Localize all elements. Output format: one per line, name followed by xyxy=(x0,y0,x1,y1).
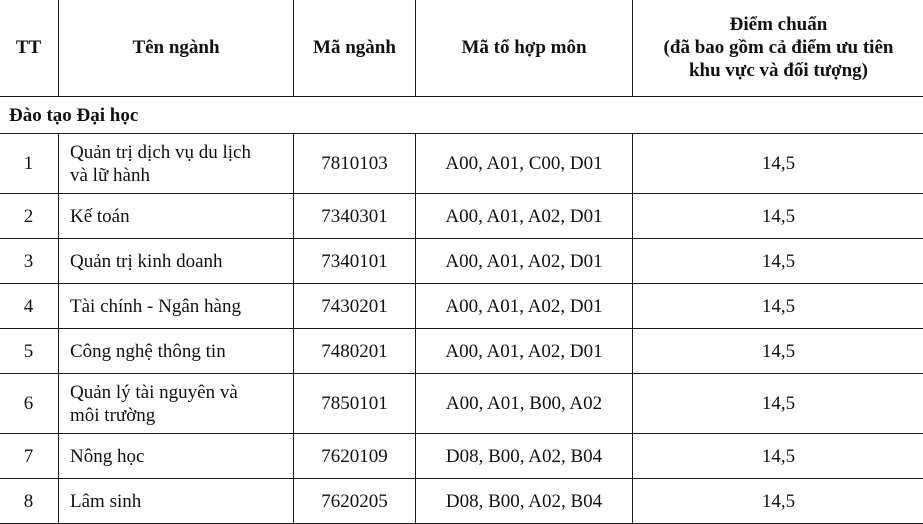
row-code: 7430201 xyxy=(294,284,416,329)
header-tt: TT xyxy=(0,0,59,97)
header-combo: Mã tổ hợp môn xyxy=(416,0,633,97)
row-score: 14,5 xyxy=(633,479,923,524)
section-label: Đào tạo Đại học xyxy=(0,97,923,134)
row-name xyxy=(59,374,294,434)
row-code: 7480201 xyxy=(294,329,416,374)
row-tt: 3 xyxy=(0,239,59,284)
header-score-line2: (đã bao gồm cả điểm ưu tiên xyxy=(633,36,923,59)
header-score-line3: khu vực và đối tượng) xyxy=(633,59,923,82)
table-row xyxy=(0,284,923,329)
row-name: Tài chính - Ngân hàng xyxy=(59,284,294,329)
row-score: 14,5 xyxy=(633,329,923,374)
row-tt: 5 xyxy=(0,329,59,374)
row-tt: 1 xyxy=(0,134,59,194)
row-score: 14,5 xyxy=(633,284,923,329)
row-tt: 2 xyxy=(0,194,59,239)
table-row xyxy=(0,329,923,374)
row-combo: D08, B00, A02, B04 xyxy=(416,479,633,524)
table-row xyxy=(0,194,923,239)
row-score: 14,5 xyxy=(633,194,923,239)
table-row xyxy=(0,434,923,479)
row-code: 7620205 xyxy=(294,479,416,524)
row-code: 7620109 xyxy=(294,434,416,479)
row-score: 14,5 xyxy=(633,374,923,434)
row-name: Nông học xyxy=(59,434,294,479)
row-code: 7850101 xyxy=(294,374,416,434)
table-row xyxy=(0,134,923,194)
header-score-line1: Điểm chuẩn xyxy=(633,13,923,36)
table-row xyxy=(0,239,923,284)
row-combo: D08, B00, A02, B04 xyxy=(416,434,633,479)
row-name-line1: Quản trị dịch vụ du lịch xyxy=(70,141,293,164)
row-name: Kế toán xyxy=(59,194,294,239)
table-row xyxy=(0,479,923,524)
row-tt: 7 xyxy=(0,434,59,479)
header-code: Mã ngành xyxy=(294,0,416,97)
section-row xyxy=(0,97,923,134)
row-name: Quản trị kinh doanh xyxy=(59,239,294,284)
row-combo: A00, A01, A02, D01 xyxy=(416,194,633,239)
row-code: 7340101 xyxy=(294,239,416,284)
row-name xyxy=(59,134,294,194)
row-combo: A00, A01, C00, D01 xyxy=(416,134,633,194)
row-code: 7340301 xyxy=(294,194,416,239)
row-combo: A00, A01, A02, D01 xyxy=(416,284,633,329)
row-score: 14,5 xyxy=(633,239,923,284)
row-score: 14,5 xyxy=(633,434,923,479)
row-name: Công nghệ thông tin xyxy=(59,329,294,374)
row-tt: 6 xyxy=(0,374,59,434)
row-name: Lâm sinh xyxy=(59,479,294,524)
row-name-line1: Quản lý tài nguyên và xyxy=(70,381,293,404)
row-name-line2: và lữ hành xyxy=(70,164,293,187)
header-score xyxy=(633,0,923,97)
row-tt: 8 xyxy=(0,479,59,524)
row-combo: A00, A01, A02, D01 xyxy=(416,329,633,374)
row-code: 7810103 xyxy=(294,134,416,194)
row-combo: A00, A01, B00, A02 xyxy=(416,374,633,434)
row-combo: A00, A01, A02, D01 xyxy=(416,239,633,284)
table-row xyxy=(0,374,923,434)
header-name: Tên ngành xyxy=(59,0,294,97)
header-row xyxy=(0,0,923,97)
row-name-line2: môi trường xyxy=(70,404,293,427)
row-score: 14,5 xyxy=(633,134,923,194)
row-tt: 4 xyxy=(0,284,59,329)
